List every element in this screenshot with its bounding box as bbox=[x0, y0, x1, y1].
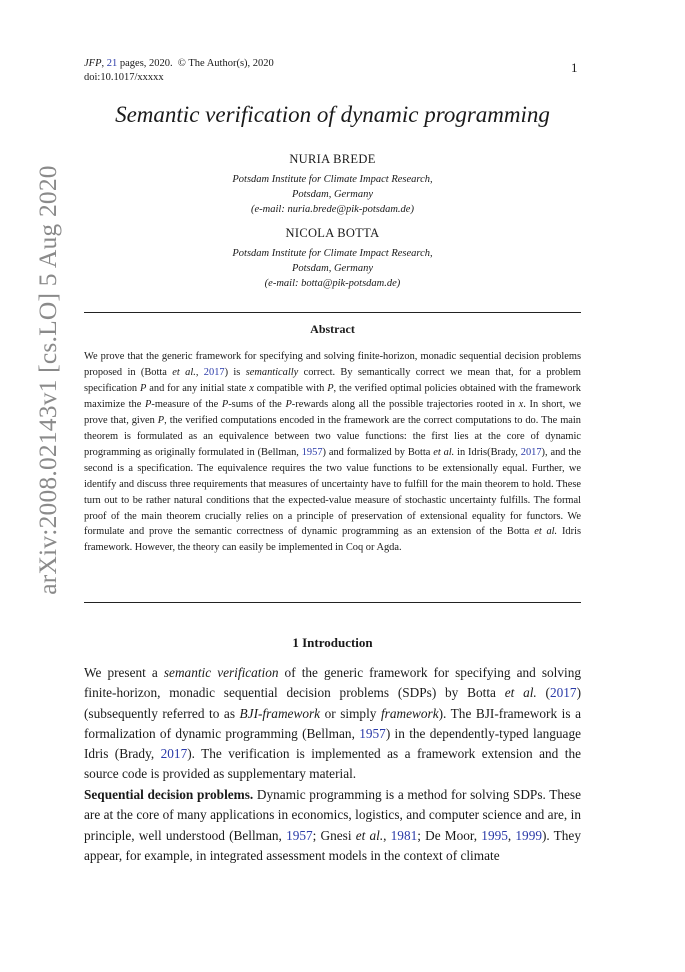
abstract-heading: Abstract bbox=[310, 322, 355, 336]
citation-link[interactable]: 2017 bbox=[160, 746, 188, 762]
author-name: NICOLA BOTTA bbox=[285, 226, 380, 240]
copyright-text: © The Author(s), 2020 bbox=[177, 58, 274, 69]
citation-link[interactable]: 2017 bbox=[520, 446, 542, 458]
arxiv-stamp bbox=[28, 140, 68, 620]
pages-text: pages, 2020. bbox=[117, 58, 173, 69]
divider-top bbox=[84, 312, 581, 313]
author-email[interactable]: (e-mail: botta@pik-potsdam.de) bbox=[264, 278, 401, 289]
citation-link[interactable]: 2017 bbox=[549, 685, 577, 701]
volume-link[interactable]: 21 bbox=[106, 58, 118, 69]
running-header bbox=[84, 57, 274, 85]
author-location: Potsdam, Germany bbox=[291, 263, 374, 274]
citation-link[interactable]: 1999 bbox=[515, 827, 542, 843]
journal-line: JFP, 21 pages, 2020. © The Author(s), 2020 bbox=[84, 58, 274, 69]
section-heading-introduction: 1 Introduction bbox=[292, 635, 373, 650]
author-name: NURIA BREDE bbox=[289, 152, 376, 166]
journal-name: JFP bbox=[84, 58, 102, 69]
intro-paragraph-2: Sequential decision problems. Dynamic programming is a method for solving SDPs. These are at the core of many applications in economics, logistics, and computer science and are, in principle, well understood (Bellman, 1957; Gnesi et al., 1981; De Moor, 1995, 1999). They appear, for example, in integrated assessment models in the context of climate bbox=[84, 787, 581, 863]
author-location: Potsdam, Germany bbox=[291, 189, 374, 200]
divider-bottom bbox=[84, 602, 581, 603]
citation-link[interactable]: 2017 bbox=[203, 366, 225, 378]
paper-title: Semantic verification of dynamic programming bbox=[115, 102, 550, 127]
author-email[interactable]: (e-mail: nuria.brede@pik-potsdam.de) bbox=[251, 204, 414, 215]
author-block-1 bbox=[84, 152, 581, 217]
author-institution: Potsdam Institute for Climate Impact Research, bbox=[232, 248, 433, 259]
intro-paragraph-1: We present a semantic verification of the generic framework for specifying and solving finite-horizon, monadic sequential decision problems (SDPs) by Botta et al. (2017) (subsequently referred to as BJI-framework or simply framework). The BJI-framework is a formalization of dynamic programming (Bellman, 1957) in the dependently-typed language Idris (Brady, 2017). The verification is implemented as a framework extension and the source code is provided as supplementary material. bbox=[84, 665, 582, 782]
author-institution: Potsdam Institute for Climate Impact Research, bbox=[232, 174, 433, 185]
doi-text: doi:10.1017/xxxxx bbox=[84, 72, 164, 83]
page-number: 1 bbox=[571, 60, 578, 75]
citation-link[interactable]: 1957 bbox=[359, 725, 386, 741]
abstract-text: We prove that the generic framework for specifying and solving finite-horizon, monadic sequential decision problems proposed in (Botta et al., 2017) is semantically correct. By semantically correct we mean that, for a problem specification P and for any initial state x compatible with P, the verified optimal policies obtained with the framework maximize the P-measure of the P-sums of the P-rewards along all the possible trajectories rooted in x. In short, we prove that, given P, the verified computations encoded in the framework are the correct computations to do. The main theorem is formulated as an equivalence between two value functions: the first lies at the core of dynamic programming as originally formulated in (Bellman, 1957) and formalized by Botta et al. in Idris(Brady, 2017), and the second is a specification. The equivalence requires the two value functions to be extensionally equal. Further, we identify and discuss three requirements that measures of uncertainty have to fulfill for the main theorem to hold. These turn out to be rather natural conditions that the expected-value measure of stochastic uncertainty fulfills. The formal proof of the main theorem crucially relies on a principle of preservation of extensional equality for functors. We formulate and prove the semantic correctness of dynamic programming as an extension of the Botta et al. Idris framework. However, the theory can easily be implemented in Coq or Agda. bbox=[84, 351, 582, 554]
arxiv-stamp-text: arXiv:2008.02143v1 [cs.LO] 5 Aug 2020 bbox=[33, 165, 62, 595]
citation-link[interactable]: 1981 bbox=[390, 827, 418, 843]
run-in-heading: Sequential decision problems. bbox=[84, 787, 254, 802]
citation-link[interactable]: 1957 bbox=[301, 446, 323, 458]
author-block-2 bbox=[84, 226, 581, 291]
citation-link[interactable]: 1995 bbox=[481, 827, 508, 843]
citation-link[interactable]: 1957 bbox=[286, 827, 313, 843]
